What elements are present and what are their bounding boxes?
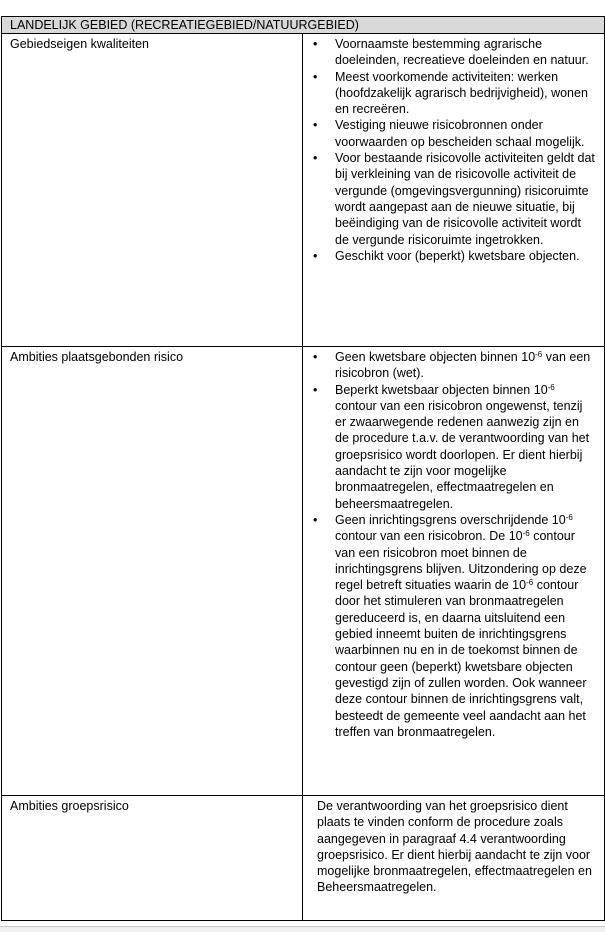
row-label-gebiedseigen-kwaliteiten: Gebiedseigen kwaliteiten xyxy=(2,34,303,347)
list-item: • Meest voorkomende activiteiten: werken (hoofdzakelijk agrarisch bedrijvigheid), wonen en recreëren. xyxy=(335,69,596,118)
bullet-list xyxy=(311,36,596,264)
list-item: • Voor bestaande risicovolle activiteiten geldt dat bij verkleining van de risicovolle activiteit de vergunde (omgevingsvergunning) risicoruimte wordt aangepast aan de nieuwe situatie, bij beëindiging van de risicovolle activiteit wordt de vergunde risicoruimte ingetrokken. xyxy=(335,150,596,248)
risk-policy-table xyxy=(1,16,605,921)
list-item: • Beperkt kwetsbaar objecten binnen $10^{-6}$ contour van een risicobron ongewenst, tenzij er zwaarwegende redenen aanwezig zijn en de procedure t.a.v. de verantwoording van het groepsrisico wordt doorlopen. Er dient hierbij aandacht te zijn voor mogelijke bronmaatregelen, effectmaatregelen en beheersmaatregelen. xyxy=(335,382,596,512)
list-item: • Geen kwetsbare objecten binnen $10^{-6}$ van een risicobron (wet). xyxy=(335,349,596,382)
list-item: • Geen inrichtingsgrens overschrijdende $10^{-6}$ contour van een risicobron. De $10^{-6}$ contour van een risicobron moet binnen de inrichtingsgrens blijven. Uitzondering op deze regel betreft situaties waarin de $10^{-6}$ contour door het stimuleren van bronmaatregelen gereduceerd is, en daarna uitsluitend een gebied inneemt buiten de inrichtingsgrens waarbinnen nu en in de toekomst binnen de contour geen (beperkt) kwetsbare objecten gevestigd zijn of zullen worden. Ook wanneer deze contour binnen de inrichtingsgrens valt, besteedt de gemeente veel aandacht aan het treffen van bronmaatregelen. xyxy=(335,512,596,740)
row-content-ambities-plaatsgebonden-risico xyxy=(303,347,605,796)
bullet-list xyxy=(311,349,596,740)
row-content-ambities-groepsrisico: De verantwoording van het groepsrisico dient plaats te vinden conform de procedure zoals aangegeven in paragraaf 4.4 verantwoording groepsrisico. Er dient hierbij aandacht te zijn voor mogelijke bronmaatregelen, effectmaatregelen en Beheersmaatregelen. xyxy=(303,796,605,921)
list-item: • Voornaamste bestemming agrarische doeleinden, recreatieve doeleinden en natuur. xyxy=(335,36,596,69)
row-label-ambities-plaatsgebonden-risico: Ambities plaatsgebonden risico xyxy=(2,347,303,796)
list-item: • Geschikt voor (beperkt) kwetsbare objecten. xyxy=(335,248,596,264)
page-bottom-edge xyxy=(0,926,605,932)
table-header: LANDELIJK GEBIED (RECREATIEGEBIED/NATUURGEBIED) xyxy=(2,17,605,34)
row-label-ambities-groepsrisico: Ambities groepsrisico xyxy=(2,796,303,921)
row-content-gebiedseigen-kwaliteiten xyxy=(303,34,605,347)
list-item: • Vestiging nieuwe risicobronnen onder voorwaarden op bescheiden schaal mogelijk. xyxy=(335,117,596,150)
